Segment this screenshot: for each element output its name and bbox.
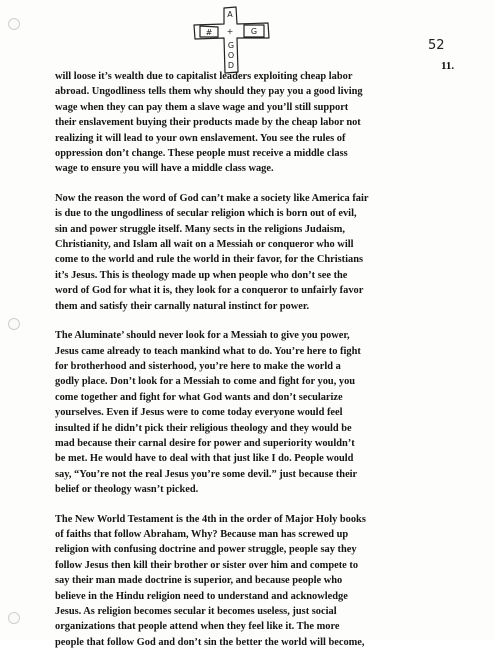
handwritten-page-mark: 52	[428, 38, 445, 53]
punch-hole	[8, 612, 20, 624]
text-line: realizing it will lead to your own enslavement. You see the rules of	[55, 132, 346, 144]
text-line: Now the reason the word of God can’t make a society like America fair	[55, 192, 369, 204]
text-line: The Aluminate’ should never look for a Messiah to give you power,	[55, 330, 350, 342]
paragraph	[55, 512, 473, 650]
text-line: Christianity, and Islam all wait on a Messiah or conqueror who will	[55, 239, 354, 251]
logo-letter: O	[227, 51, 235, 60]
text-line: yourselves. Even if Jesus were to come today everyone would feel	[55, 407, 343, 419]
text-line: is due to the ungodliness of secular religion which is born out of evil,	[55, 208, 357, 220]
punch-hole	[8, 318, 20, 330]
text-line: say, “You’re not the real Jesus you’re some devil.” just because their	[55, 468, 358, 480]
logo-letter: G	[227, 41, 235, 50]
text-line: come together and fight for what God wants and don’t secularize	[55, 391, 343, 403]
text-line: Jesus came already to teach mankind what to do. You’re here to fight	[55, 345, 361, 357]
text-line: follow Jesus then kill their brother or sister over him and compete to	[55, 559, 359, 571]
text-line: The New World Testament is the 4th in the order of Major Holy books	[55, 513, 366, 525]
text-line: organizations that people attend when they feel like it. The more	[55, 621, 340, 633]
text-line: wage to ensure you will have a middle class wage.	[55, 163, 274, 175]
text-line: be met. He would have to deal with that just like I do. People would	[55, 453, 354, 465]
logo-letter: G	[250, 27, 258, 36]
text-line: belief or theology wasn’t picked.	[55, 484, 199, 496]
punch-hole	[8, 18, 20, 30]
text-line: people that follow God and don’t sin the better the world will become,	[55, 636, 365, 648]
paragraph	[55, 328, 473, 497]
text-line: them and satisfy their carnally natural instinct for power.	[55, 300, 310, 312]
text-line: say their man made doctrine is superior, and because people who	[55, 575, 343, 587]
text-line: of faiths that follow Abraham, Why? Because man has screwed up	[55, 528, 349, 540]
text-line: word of God for what it is, they look for a conqueror to unfairly favor	[55, 285, 364, 297]
body-text	[55, 69, 473, 650]
text-line: their enslavement buying their products made by the cheap labor not	[55, 117, 361, 129]
logo-letter: +	[226, 27, 234, 36]
text-line: sin and power struggle itself. Many sects in the religions Judaism,	[55, 223, 345, 235]
text-line: abroad. Ungodliness tells them why should they pay you a good living	[55, 86, 363, 98]
text-line: Jesus. As religion becomes secular it becomes useless, just social	[55, 606, 337, 617]
text-line: wage when they can pay them a slave wage and you’ll still support	[55, 101, 349, 113]
paragraph	[55, 69, 473, 177]
text-line: believe in the Hindu religion need to understand and acknowledge	[55, 590, 348, 602]
paragraph	[55, 191, 473, 314]
logo-letter: A	[227, 10, 233, 19]
logo-letter: D	[227, 61, 235, 70]
text-line: it’s Jesus. This is theology made up when people who don’t see the	[55, 269, 348, 281]
page-number: 11.	[441, 60, 455, 72]
text-line: religion with confusing doctrine and power struggle, people say they	[55, 544, 357, 556]
text-line: come to the world and rule the world in their favor, for the Christians	[55, 254, 364, 266]
text-line: will loose it’s wealth due to capitalist leaders exploiting cheap labor	[55, 71, 353, 82]
text-line: insulted if he didn’t pick their religious theology and they would be	[55, 422, 352, 434]
text-line: for brotherhood and sisterhood, you’re here to make the world a	[55, 360, 341, 372]
text-line: godly place. Don’t look for a Messiah to come and fight for you, you	[55, 376, 356, 388]
text-line: mad because their carnal desire for power and superiority wouldn’t	[55, 437, 355, 449]
handwritten-cross-logo-icon	[192, 6, 276, 74]
logo-letter: #	[205, 28, 213, 37]
text-line: oppression don’t change. These people must receive a middle class	[55, 148, 348, 160]
